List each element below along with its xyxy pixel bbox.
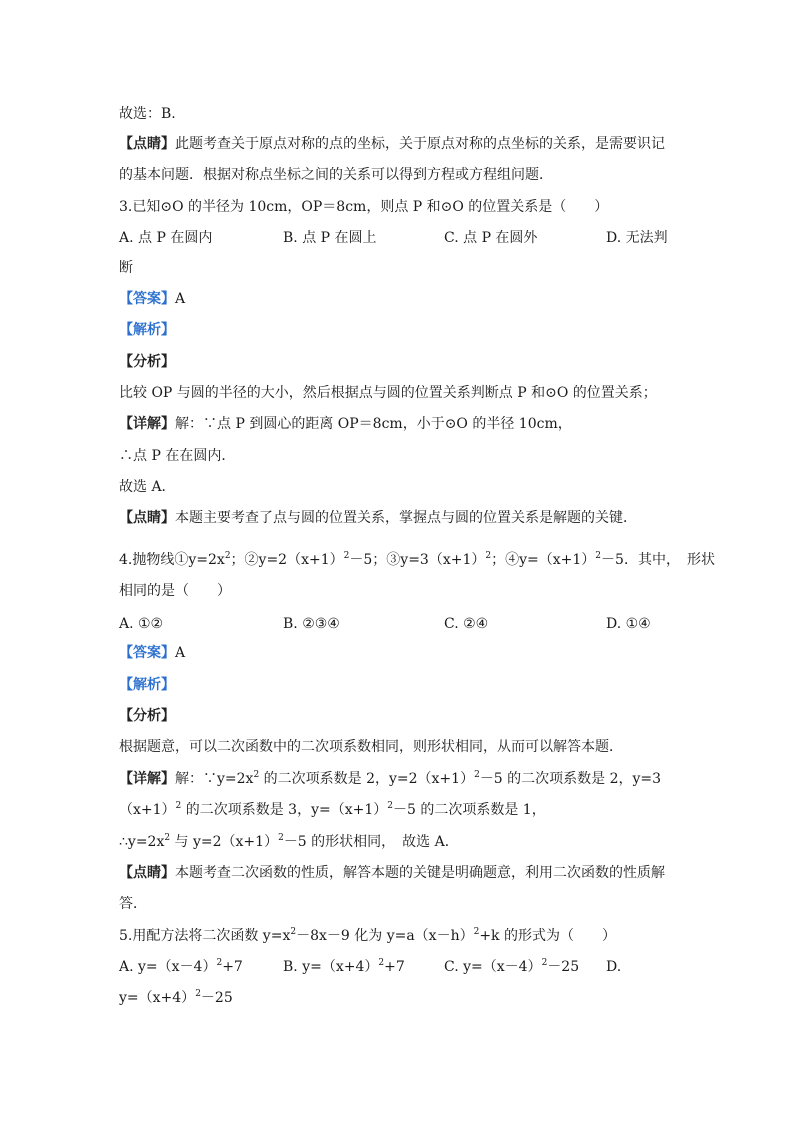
superscript: 2 [387,801,393,811]
fenxi-label: 【分析】 [119,354,175,370]
q5-option-part: －25 [547,959,580,975]
q3-detail-text-2: ∴点 P 在在圆内． [119,448,236,464]
superscript: 2 [541,958,548,968]
q4-detail-line2 [119,800,546,820]
comment-label: 【点睛】 [119,136,175,152]
q4-fenxi-label [119,706,175,726]
q2-comment-text-2: 的基本问题．根据对称点坐标之间的关系可以得到方程或方程组问题． [119,167,553,183]
q4-detail-part: 的二次项系数是 2，y=2（x+1） [259,771,475,787]
q3-stem: 3.已知⊙O 的半径为 10cm，OP＝8cm，则点 P 和⊙O 的位置关系是（ ） [119,199,609,215]
q4-detail-part: 的二次项系数是 3，y=（x+1） [181,802,388,818]
q3-option-c: C. 点 P 在圆外 [444,230,538,246]
superscript: 2 [164,833,171,843]
detail-label: 【详解】 [119,416,175,432]
superscript: 2 [473,927,480,937]
q5-option-part: B. y=（x+4） [283,959,379,975]
q4-stem-part: －5．其中， 形状 [601,552,715,568]
superscript: 2 [175,801,182,811]
q4-stem-part: ；②y=2（x+1） [230,552,344,568]
q2-comment-text-1: 此题考查关于原点对称的点的坐标，关于原点对称的点坐标的关系，是需要识记 [175,136,665,152]
q5-option-c [444,957,579,977]
q3-analysis-label [119,320,175,340]
q4-option-c: C. ②④ [444,616,489,632]
analysis-label: 【解析】 [119,322,175,338]
q5-stem [119,926,616,946]
q4-detail-part: 解：∵y=2x [175,771,254,787]
q4-options [0,614,794,634]
q5-option-d [119,988,233,1008]
q5-option-a [119,957,243,977]
q5-options [0,957,794,977]
q2-comment [119,134,665,154]
q3-answer-value: A [175,291,186,307]
q5-option-b [283,957,405,977]
comment-label: 【点睛】 [119,510,175,526]
q5-option-part: A. y=（x－4） [119,959,217,975]
q3-comment-text: 本题主要考查了点与圆的位置关系，掌握点与圆的位置关系是解题的关键． [175,510,637,526]
q4-analysis-label [119,675,175,695]
superscript: 2 [195,989,201,999]
q4-comment-text-1: 本题考查二次函数的性质，解答本题的关键是明确题意，利用二次函数的性质解 [175,865,665,881]
q3-answer [119,289,185,309]
q4-comment [119,863,665,883]
q3-choice: 故选 A． [119,479,176,495]
q5-stem-part: －8x－9 化为 y=a（x－h） [296,928,474,944]
q4-answer [119,643,185,663]
q2-answer-choice: 故选：B. [119,106,176,122]
q4-detail-part: －5 的二次项系数是 1， [393,802,546,818]
superscript: 2 [485,551,492,561]
q5-option-part: +7 [384,959,405,975]
q3-option-wrap: 断 [119,260,133,276]
q3-options [0,228,794,248]
q4-detail-part: －5 的形状相同， 故选 A． [283,834,459,850]
q4-detail-part: ∴y=2x [119,834,165,850]
answer-label: 【答案】 [119,291,175,307]
detail-label: 【详解】 [119,771,175,787]
q3-detail [119,414,572,434]
superscript: 2 [278,833,284,843]
q4-detail-part: （x+1） [119,802,176,818]
q5-stem-part: 5.用配方法将二次函数 y=x [119,928,291,944]
q5-option-d-label: D. [606,959,622,975]
q3-option-b: B. 点 P 在圆上 [283,230,377,246]
q4-option-b: B. ②③④ [283,616,340,632]
q4-option-d: D. ①④ [606,616,651,632]
q3-detail-text-1: 解：∵点 P 到圆心的距离 OP＝8cm，小于⊙O 的半径 10cm， [175,416,572,432]
superscript: 2 [378,958,385,968]
q5-option-part: +7 [222,959,243,975]
superscript: 2 [216,958,223,968]
q4-comment-text-2: 答． [119,896,147,912]
q4-fenxi-text: 根据题意，可以二次函数中的二次项系数相同，则形状相同，从而可以解答本题． [119,739,623,755]
comment-label: 【点睛】 [119,865,175,881]
q4-stem [119,550,715,570]
q4-answer-value: A [175,645,186,661]
q5-option-part: －25 [200,990,233,1006]
superscript: 2 [595,551,602,561]
q3-fenxi-text: 比较 OP 与圆的半径的大小，然后根据点与圆的位置关系判断点 P 和⊙O 的位置关系； [119,385,657,401]
q4-detail-part: 与 y=2（x+1） [170,834,279,850]
q4-detail-part: －5 的二次项系数是 2，y=3 [479,771,662,787]
superscript: 2 [224,551,231,561]
q3-fenxi-label [119,352,175,372]
q4-stem-line2: 相同的是（ ） [119,583,231,599]
q4-stem-part: 4.抛物线①y=2x [119,552,225,568]
answer-label: 【答案】 [119,645,175,661]
q3-comment [119,508,637,528]
q5-stem-part: +k 的形式为（ ） [479,928,616,944]
q3-option-d: D. 无法判 [606,230,668,246]
q4-stem-part: ；④y=（x+1） [491,552,596,568]
superscript: 2 [343,551,350,561]
q3-option-a: A. 点 P 在圆内 [119,230,213,246]
q4-option-a: A. ①② [119,616,164,632]
superscript: 2 [253,770,260,780]
q5-option-part: y=（x+4） [119,990,196,1006]
superscript: 2 [474,770,480,780]
q5-option-part: C. y=（x－4） [444,959,542,975]
q4-detail [119,769,661,789]
q4-stem-part: －5；③y=3（x+1） [349,552,486,568]
fenxi-label: 【分析】 [119,708,175,724]
analysis-label: 【解析】 [119,677,175,693]
q4-detail-line3 [119,832,459,852]
superscript: 2 [290,927,297,937]
